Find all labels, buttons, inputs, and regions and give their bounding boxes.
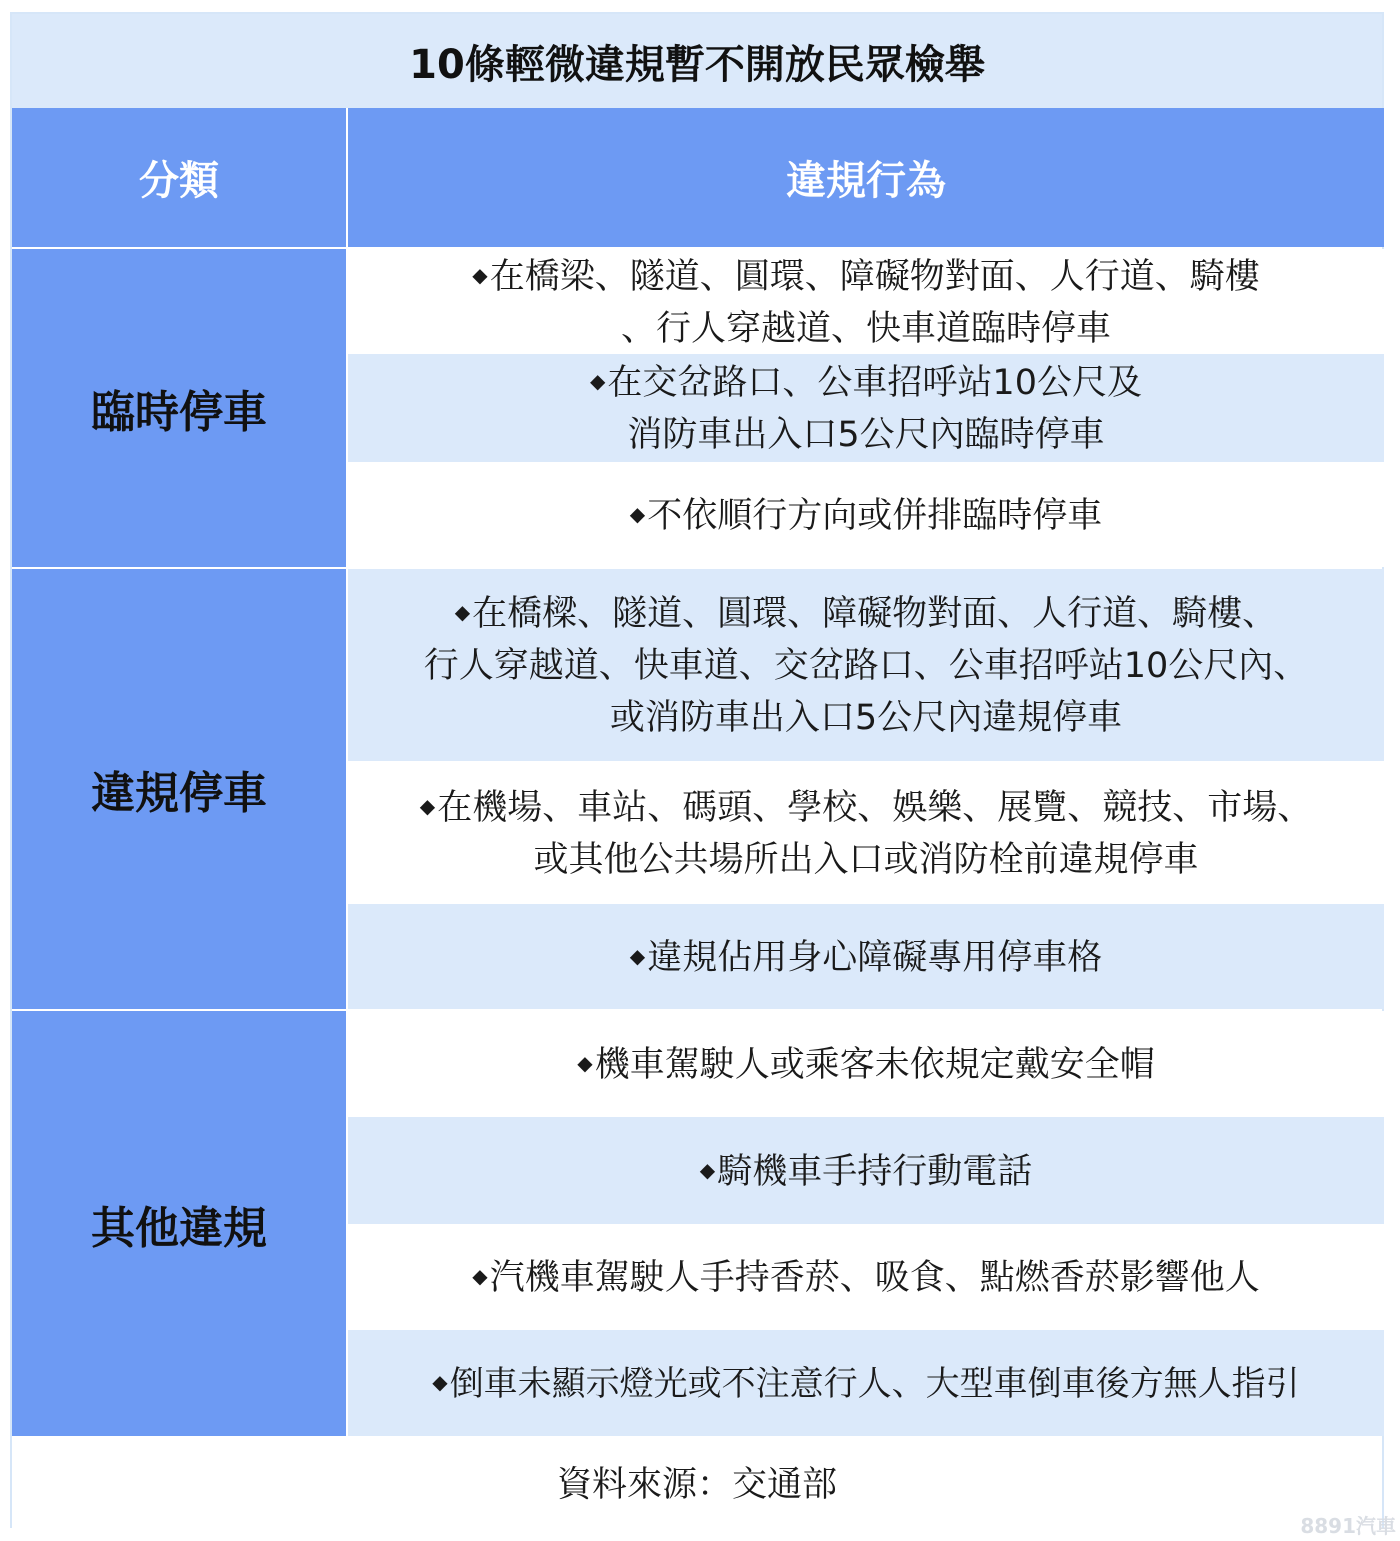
table-row (348, 904, 1384, 1009)
violation-text: 倒車未顯示燈光或不注意行人、大型車倒車後方無人指引 (449, 1364, 1300, 1404)
violation-text: 不依順行方向或併排臨時停車 (647, 495, 1103, 536)
table-row (348, 569, 1384, 761)
diamond-bullet-icon: ◆ (629, 501, 646, 526)
diamond-bullet-icon: ◆ (419, 793, 436, 818)
table-row (348, 1224, 1384, 1330)
table-row (348, 1330, 1384, 1436)
table-title: 10條輕微違規暫不開放民眾檢舉 (12, 14, 1382, 108)
header-category: 分類 (12, 108, 346, 247)
violation-text: 在橋樑、隧道、圓環、障礙物對面、人行道、騎樓、 行人穿越道、快車道、交岔路口、公車招呼站10公尺內、 或消防車出入口5公尺內違規停車 (423, 594, 1309, 738)
violation-text: 在交岔路口、公車招呼站10公尺及 消防車出入口5公尺內臨時停車 (607, 363, 1142, 455)
table-row (348, 761, 1384, 904)
table-row (348, 354, 1384, 462)
diamond-bullet-icon: ◆ (432, 1370, 448, 1394)
violation-text: 騎機車手持行動電話 (717, 1151, 1033, 1192)
category-divider (12, 567, 346, 569)
diamond-bullet-icon: ◆ (590, 369, 606, 393)
diamond-bullet-icon: ◆ (577, 1051, 593, 1075)
table-row (348, 1117, 1384, 1224)
diamond-bullet-icon: ◆ (699, 1157, 716, 1182)
diamond-bullet-icon: ◆ (472, 262, 488, 287)
diamond-bullet-icon: ◆ (629, 943, 646, 968)
violation-text: 機車駕駛人或乘客未依規定戴安全帽 (594, 1045, 1155, 1085)
diamond-bullet-icon: ◆ (454, 600, 471, 624)
data-source: 資料來源：交通部 (12, 1436, 1382, 1528)
violation-text: 違規佔用身心障礙專用停車格 (647, 937, 1103, 978)
violation-text: 在機場、車站、碼頭、學校、娛樂、展覽、競技、市場、 或其他公共場所出入口或消防栓前違規停車 (437, 787, 1313, 880)
violation-text: 在橋梁、隧道、圓環、障礙物對面、人行道、騎樓 、行人穿越道、快車道臨時停車 (489, 256, 1260, 349)
violation-table (10, 12, 1384, 1528)
header-behavior: 違規行為 (348, 108, 1384, 247)
violation-text: 汽機車駕駛人手持香菸、吸食、點燃香菸影響他人 (489, 1258, 1260, 1298)
watermark-logo: 8891汽車 (1300, 1514, 1396, 1538)
table-row (348, 249, 1384, 354)
table-row (348, 462, 1384, 567)
category-divider (12, 1009, 346, 1011)
category-other-violations: 其他違規 (12, 1011, 346, 1436)
diamond-bullet-icon: ◆ (472, 1264, 488, 1288)
table-row (348, 1011, 1384, 1117)
category-illegal-parking: 違規停車 (12, 569, 346, 1009)
category-temporary-stop: 臨時停車 (12, 249, 346, 567)
